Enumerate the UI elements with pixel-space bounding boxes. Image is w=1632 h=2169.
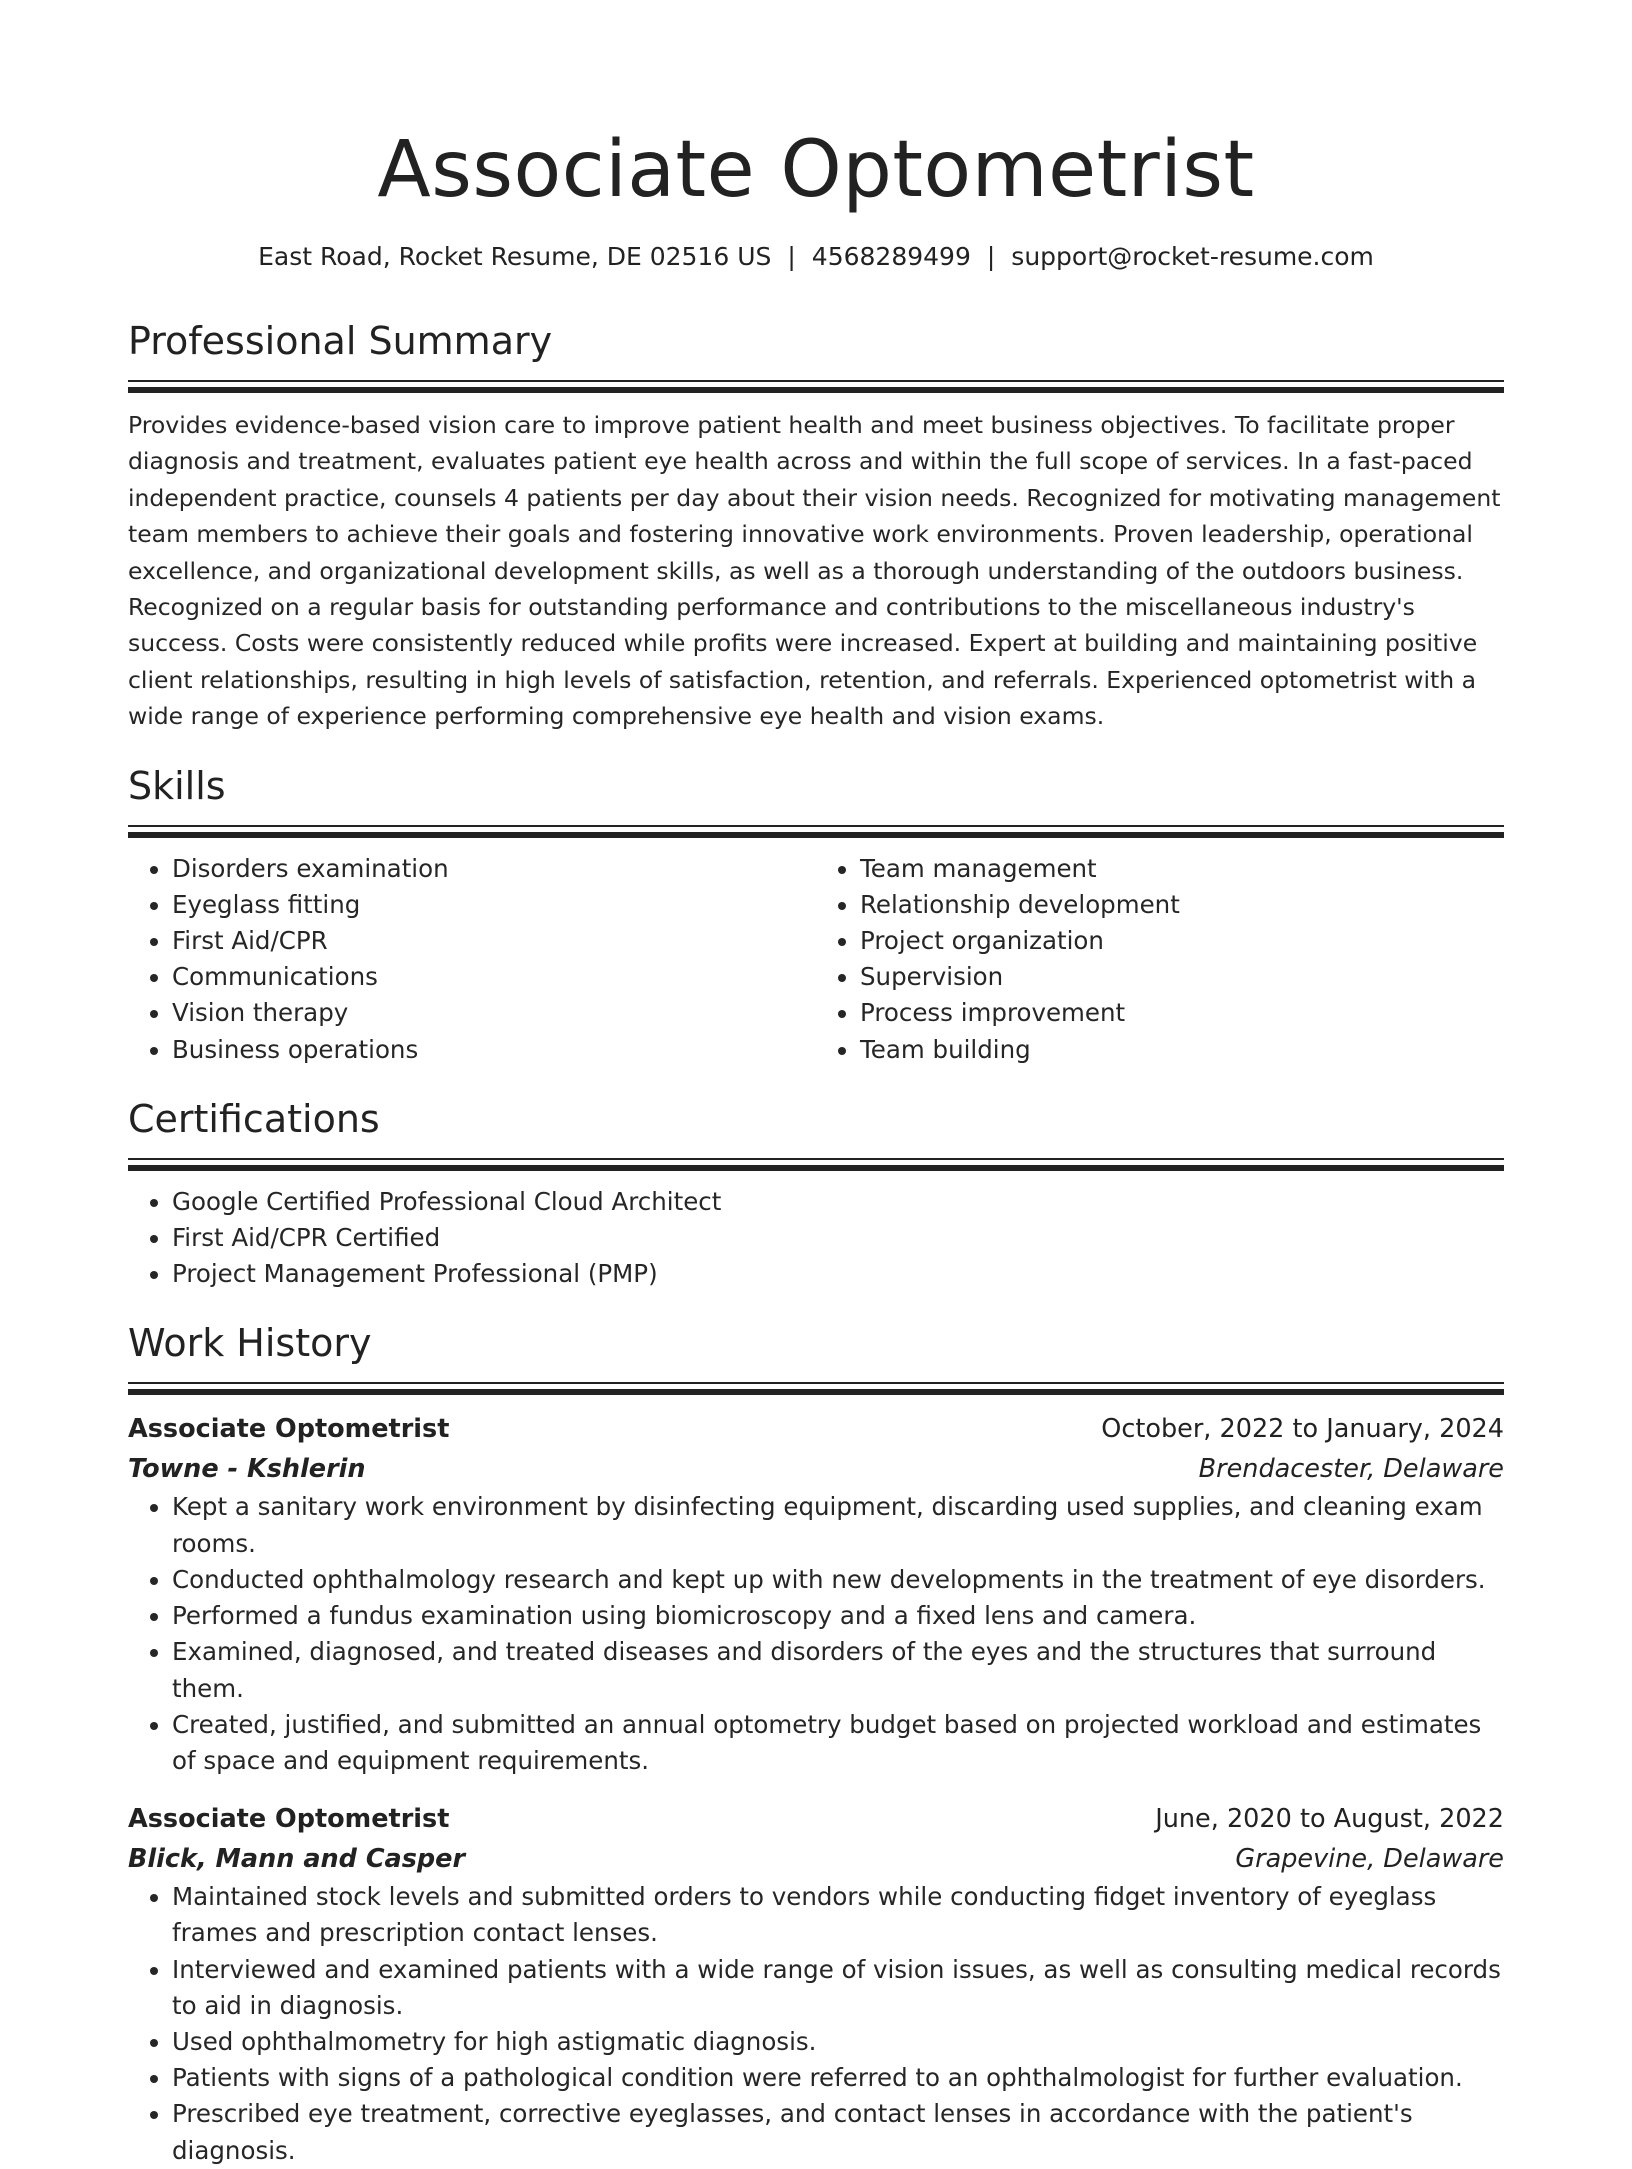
section-divider bbox=[128, 1158, 1504, 1171]
skills-section bbox=[128, 761, 1504, 1068]
skill-item: • Relationship development bbox=[860, 887, 1504, 923]
responsibility-item: • Kept a sanitary work environment by disinfecting equipment, discarding used supplies, and cleaning exam rooms. bbox=[172, 1489, 1504, 1561]
contact-phone: 4568289499 bbox=[811, 242, 971, 271]
skills-heading: Skills bbox=[128, 763, 226, 808]
summary-section bbox=[128, 316, 1504, 735]
job-title: Associate Optometrist bbox=[128, 1804, 450, 1835]
skill-item: • Team management bbox=[860, 851, 1504, 887]
job-dates: October, 2022 to January, 2024 bbox=[1101, 1414, 1504, 1445]
skill-item: • Disorders examination bbox=[172, 851, 816, 887]
job-responsibilities bbox=[128, 1879, 1504, 2169]
certifications-section bbox=[128, 1094, 1504, 1293]
certification-item: • Project Management Professional (PMP) bbox=[172, 1256, 1504, 1292]
responsibility-item: • Created, justified, and submitted an annual optometry budget based on projected workload and estimates of space and equipment requirements. bbox=[172, 1707, 1504, 1779]
certification-item: • Google Certified Professional Cloud Architect bbox=[172, 1184, 1504, 1220]
summary-heading: Professional Summary bbox=[128, 319, 553, 363]
skill-item: • Vision therapy bbox=[172, 995, 816, 1031]
contact-address: East Road, Rocket Resume, DE 02516 US bbox=[258, 242, 772, 271]
responsibility-item: • Patients with signs of a pathological condition were referred to an ophthalmologist for further evaluation. bbox=[172, 2060, 1504, 2096]
skills-list-left bbox=[128, 851, 816, 1068]
job-title: Associate Optometrist bbox=[128, 1414, 450, 1445]
section-divider bbox=[128, 1382, 1504, 1395]
certification-item: • First Aid/CPR Certified bbox=[172, 1220, 1504, 1256]
responsibility-item: • Performed a fundus examination using biomicroscopy and a fixed lens and camera. bbox=[172, 1598, 1504, 1634]
job-location: Brendacester, Delaware bbox=[1198, 1454, 1504, 1485]
responsibility-item: • Interviewed and examined patients with a wide range of vision issues, as well as consulting medical records to aid in diagnosis. bbox=[172, 1952, 1504, 2024]
section-divider bbox=[128, 380, 1504, 393]
skill-item: • Team building bbox=[860, 1032, 1504, 1068]
skills-grid bbox=[128, 851, 1504, 1068]
responsibility-item: • Conducted ophthalmology research and kept up with new developments in the treatment of eye disorders. bbox=[172, 1562, 1504, 1598]
job-dates: June, 2020 to August, 2022 bbox=[1155, 1804, 1504, 1835]
certifications-list bbox=[128, 1184, 1504, 1293]
responsibility-item: • Examined, diagnosed, and treated diseases and disorders of the eyes and the structures that surround them. bbox=[172, 1634, 1504, 1706]
skill-item: • Supervision bbox=[860, 959, 1504, 995]
section-divider bbox=[128, 825, 1504, 838]
responsibility-item: • Prescribed eye treatment, corrective eyeglasses, and contact lenses in accordance with the patient's diagnosis. bbox=[172, 2096, 1504, 2168]
job-entry bbox=[128, 1799, 1504, 2169]
responsibility-item: • Maintained stock levels and submitted orders to vendors while conducting fidget inventory of eyeglass frames and prescription contact lenses. bbox=[172, 1879, 1504, 1951]
job-location: Grapevine, Delaware bbox=[1235, 1844, 1504, 1875]
contact-email: support@rocket-resume.com bbox=[1011, 242, 1374, 271]
contact-separator: | bbox=[986, 242, 996, 271]
skill-item: • Process improvement bbox=[860, 995, 1504, 1031]
skill-item: • Business operations bbox=[172, 1032, 816, 1068]
skill-item: • First Aid/CPR bbox=[172, 923, 816, 959]
certifications-heading: Certifications bbox=[128, 1096, 380, 1141]
work-history-heading: Work History bbox=[128, 1321, 372, 1366]
responsibility-item: • Used ophthalmometry for high astigmatic diagnosis. bbox=[172, 2024, 1504, 2060]
summary-text: Provides evidence-based vision care to improve patient health and meet business objectives. To facilitate proper diagnosis and treatment, evaluates patient eye health across and within the full scope of services. In a fast-paced independent practice, counsels 4 patients per day about their vision needs. Recognized for motivating management team members to achieve their goals and fostering innovative work environments. Proven leadership, operational excellence, and organizational development skills, as well as a thorough understanding of the outdoors business. Recognized on a regular basis for outstanding performance and contributions to the miscellaneous industry's success. Costs were consistently reduced while profits were increased. Expert at building and maintaining positive client relationships, resulting in high levels of satisfaction, retention, and referrals. Experienced optometrist with a wide range of experience performing comprehensive eye health and vision exams. bbox=[128, 411, 1501, 731]
skill-item: • Eyeglass fitting bbox=[172, 887, 816, 923]
candidate-name: Associate Optometrist bbox=[377, 125, 1255, 215]
skills-list-right bbox=[816, 851, 1504, 1068]
skill-item: • Project organization bbox=[860, 923, 1504, 959]
job-responsibilities bbox=[128, 1489, 1504, 1779]
job-entry bbox=[128, 1409, 1504, 1779]
contact-line bbox=[128, 240, 1504, 274]
skill-item: • Communications bbox=[172, 959, 816, 995]
work-history-section bbox=[128, 1318, 1504, 2168]
job-company: Blick, Mann and Casper bbox=[128, 1844, 466, 1875]
job-company: Towne - Kshlerin bbox=[128, 1454, 366, 1485]
contact-separator: | bbox=[787, 242, 796, 271]
